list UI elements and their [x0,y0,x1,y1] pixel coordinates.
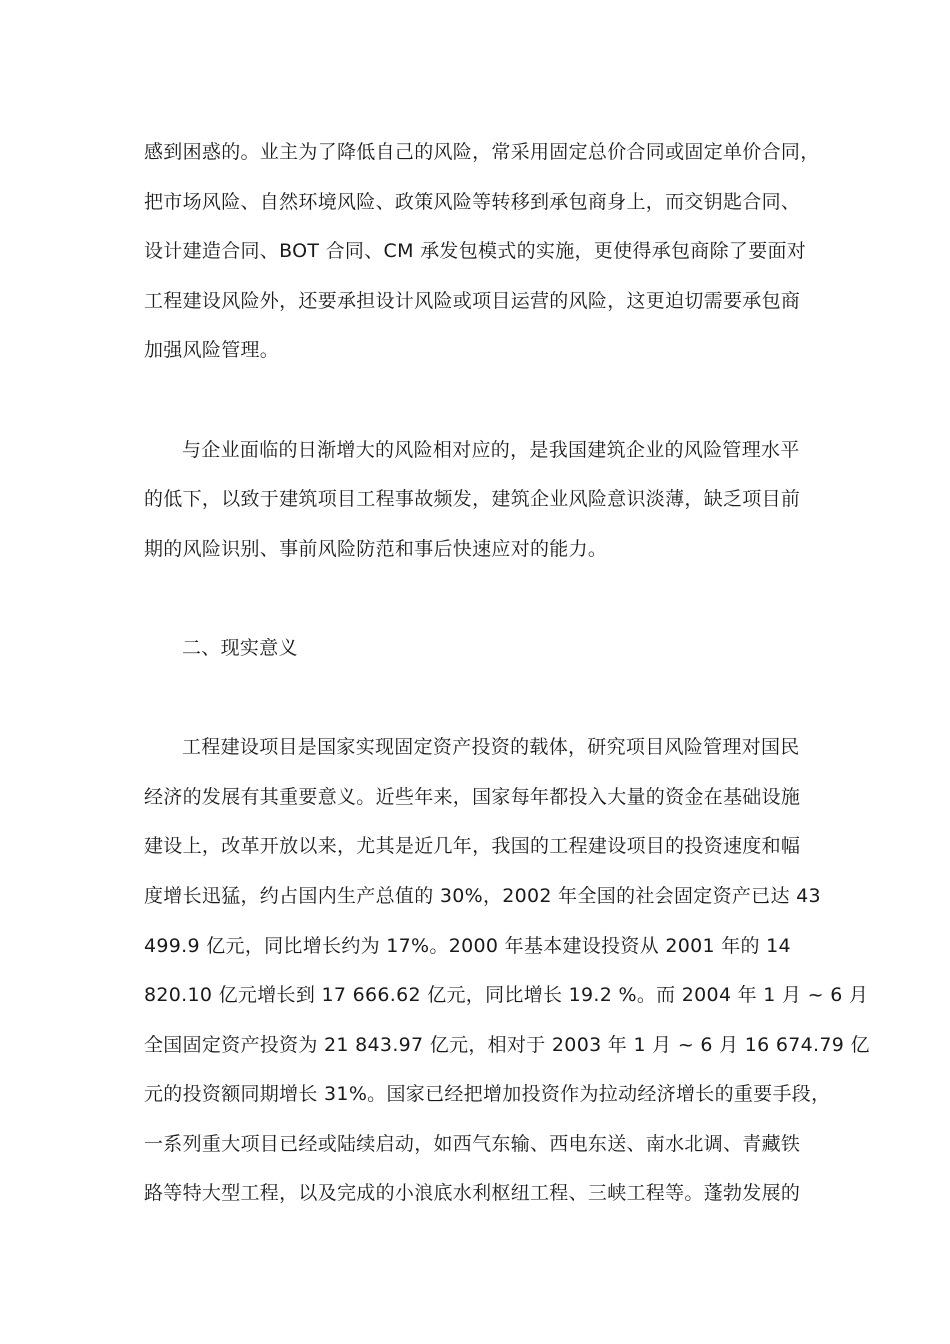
text-line: 期的风险识别、事前风险防范和事后快速应对的能力。 [144,537,608,560]
paragraph-management-level [144,426,824,575]
paragraph-spacer [144,674,824,724]
section-heading-text: 二、现实意义 [182,636,298,659]
text-line: 设计建造合同、BOT 合同、CM 承发包模式的实施，更使得承包商除了要面对 [144,240,807,263]
text-line: 度增长迅猛，约占国内生产总值的 30%，2002 年全国的社会固定资产已达 43 [144,884,821,907]
text-line: 把市场风险、自然环境风险、政策风险等转移到承包商身上，而交钥匙合同、 [144,190,801,213]
text-line: 全国固定资产投资为 21 843.97 亿元，相对于 2003 年 1 月 ~ 6 月 16 674.79 亿 [144,1033,870,1056]
text-line: 经济的发展有其重要意义。近些年来，国家每年都投入大量的资金在基础设施 [144,785,801,808]
paragraph-practical-significance [144,723,870,1219]
paragraph-spacer [144,376,824,426]
text-line: 499.9 亿元，同比增长约为 17%。2000 年基本建设投资从 2001 年的 14 [144,934,791,957]
paragraph-contract-risk [144,128,824,376]
text-line: 工程建设项目是国家实现固定资产投资的载体，研究项目风险管理对国民 [182,736,800,759]
section-heading [144,624,824,674]
text-line: 元的投资额同期增长 31%。国家已经把增加投资作为拉动经济增长的重要手段， [144,1083,831,1106]
text-line: 加强风险管理。 [144,339,280,362]
text-line: 820.10 亿元增长到 17 666.62 亿元，同比增长 19.2 %。而 2004 年 1 月 ~ 6 月 [144,984,869,1007]
text-line: 工程建设风险外，还要承担设计风险或项目运营的风险，这更迫切需要承包商 [144,289,801,312]
document-body [144,128,870,1219]
text-line: 的低下，以致于建筑项目工程事故频发，建筑企业风险意识淡薄，缺乏项目前 [144,488,801,511]
text-line: 感到困惑的。业主为了降低自己的风险，常采用固定总价合同或固定单价合同， [144,141,820,163]
text-line: 路等特大型工程，以及完成的小浪底水利枢纽工程、三峡工程等。蓬勃发展的 [144,1182,801,1205]
text-line: 与企业面临的日渐增大的风险相对应的，是我国建筑企业的风险管理水平 [182,438,800,461]
paragraph-spacer [144,574,824,624]
text-line: 一系列重大项目已经或陆续启动，如西气东输、西电东送、南水北调、青藏铁 [144,1132,801,1155]
text-line: 建设上，改革开放以来，尤其是近几年，我国的工程建设项目的投资速度和幅 [144,835,801,858]
